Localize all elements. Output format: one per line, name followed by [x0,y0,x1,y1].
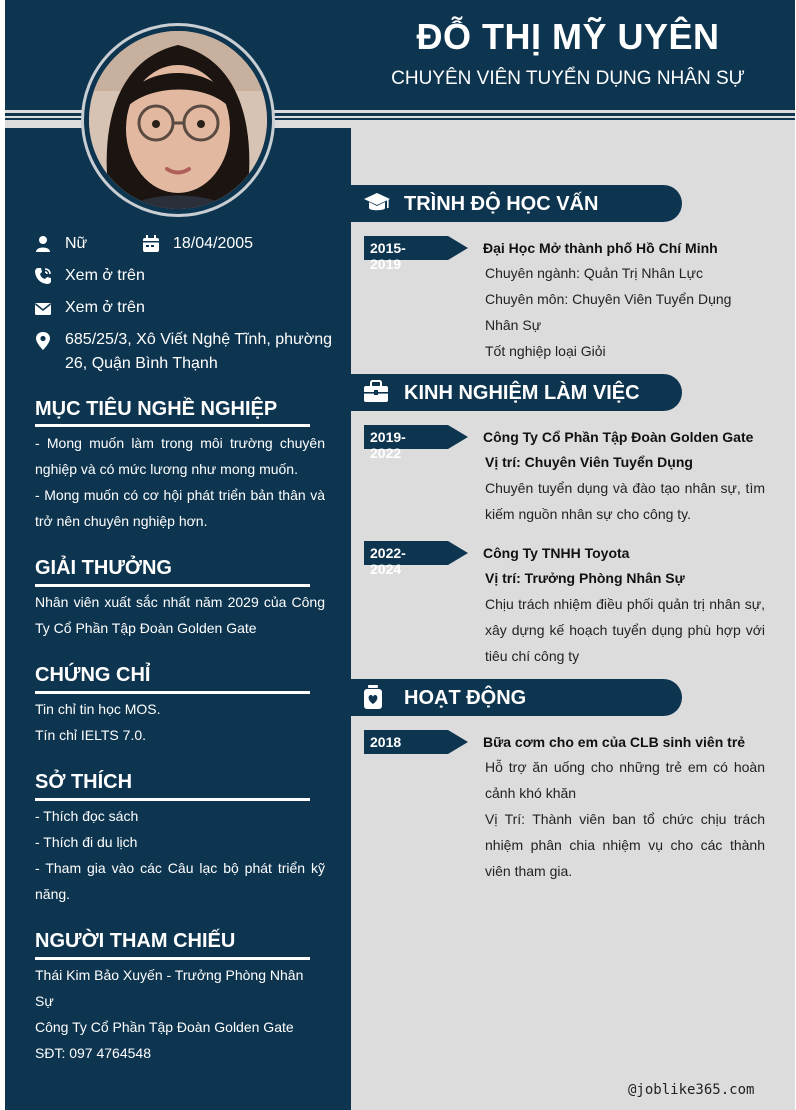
education-date: 2015-2019 [370,240,406,272]
activities-title: HOẠT ĐỘNG [404,687,527,709]
experience-title: KINH NGHIỆM LÀM VIỆC [404,382,640,404]
references-rule [35,957,310,960]
awards-text: Nhân viên xuất sắc nhất năm 2029 của Công Ty Cổ Phần Tập Đoàn Golden Gate [35,594,325,636]
watermark: @joblike365.com [628,1082,755,1098]
awards-title: GIẢI THƯỞNG [35,557,172,579]
gender-value: Nữ [65,235,88,252]
education-title: TRÌNH ĐỘ HỌC VẤN [404,193,599,215]
experience-description: Chịu trách nhiệm điều phối quản trị nhân sự, xây dựng kế hoạch tuyển dụng phù hợp với tiêu chí công ty [485,596,765,664]
certificates-title: CHỨNG CHỈ [35,664,151,686]
experience-date: 2019-2022 [370,429,406,461]
briefcase-icon [363,380,389,404]
certificates-text: Tin chỉ tin học MOS. Tín chỉ IELTS 7.0. [35,701,161,743]
user-icon [34,235,52,253]
birthdate-value: 18/04/2005 [173,235,254,252]
experience-date: 2022-2024 [370,545,406,577]
activity-description: Hỗ trợ ăn uống cho những trẻ em có hoàn cảnh khó khăn Vị Trí: Thành viên ban tổ chức chịu trách nhiệm phân chia nhiệm vụ cho các thành viên tham gia. [485,759,765,879]
candidate-name: ĐỖ THỊ MỸ UYÊN [416,16,720,57]
hobbies-title: SỞ THÍCH [35,771,133,793]
phone-value: Xem ở trên [65,267,145,284]
references-text: Thái Kim Bảo Xuyến - Trưởng Phòng Nhân Sự Công Ty Cổ Phần Tập Đoàn Golden Gate SĐT: 097 4764548 [35,967,304,1061]
activity-badge-icon [363,685,383,711]
experience-company: Công Ty TNHH Toyota [483,545,630,561]
hobbies-rule [35,798,310,801]
email-value: Xem ở trên [65,299,145,316]
calendar-icon [142,235,160,253]
experience-company: Công Ty Cổ Phần Tập Đoàn Golden Gate [483,429,754,445]
objective-rule [35,424,310,427]
activity-date: 2018 [370,734,402,750]
activity-name: Bữa cơm cho em của CLB sinh viên trẻ [483,734,746,750]
address-value: 685/25/3, Xô Viết Nghệ Tĩnh, phường 26, Quận Bình Thạnh [65,331,333,372]
graduation-cap-icon [363,191,391,215]
email-icon [34,300,52,318]
avatar [89,31,267,209]
references-title: NGƯỜI THAM CHIẾU [35,930,236,952]
phone-icon [34,267,52,285]
education-school: Đại Học Mở thành phố Hồ Chí Minh [483,240,718,256]
objective-text: - Mong muốn làm trong môi trường chuyên nghiệp và có mức lương như mong muốn. - Mong muốn có cơ hội phát triển bản thân và trở nên chuyên nghiệp hơn. [35,435,325,529]
candidate-title: CHUYÊN VIÊN TUYỂN DỤNG NHÂN SỰ [391,68,745,89]
experience-position: Vị trí: Trưởng Phòng Nhân Sự [485,570,685,586]
location-icon [34,332,52,350]
certificates-rule [35,691,310,694]
experience-position: Vị trí: Chuyên Viên Tuyển Dụng [485,454,693,470]
education-details: Chuyên ngành: Quản Trị Nhân Lực Chuyên môn: Chuyên Viên Tuyển Dụng Nhân Sự Tốt nghiệp loại Giỏi [485,265,732,359]
experience-description: Chuyên tuyển dụng và đào tạo nhân sự, tìm kiếm nguồn nhân sự cho công ty. [485,480,765,522]
hobbies-text: - Thích đọc sách - Thích đi du lịch - Tham gia vào các Câu lạc bộ phát triển kỹ năng. [35,808,325,902]
objective-title: MỤC TIÊU NGHỀ NGHIỆP [35,398,278,420]
awards-rule [35,584,310,587]
